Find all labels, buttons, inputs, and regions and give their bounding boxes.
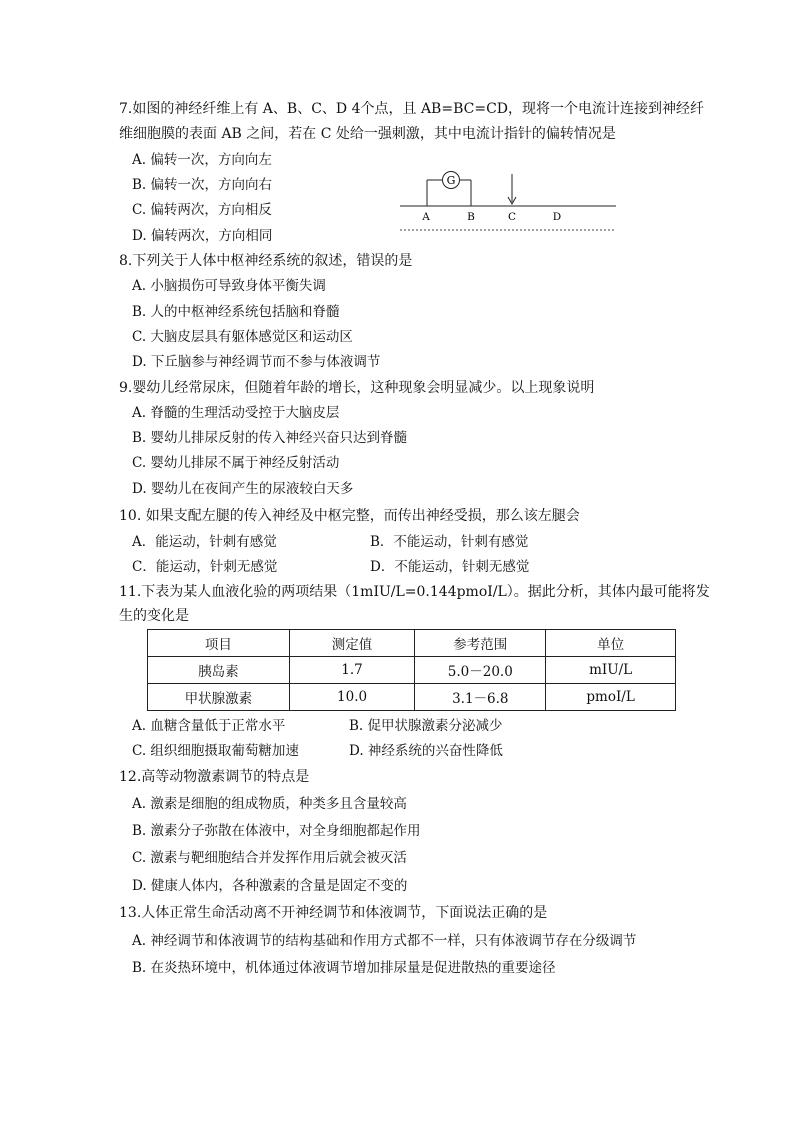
q11-option-a: A. 血糖含量低于正常水平	[132, 718, 286, 734]
q10-option-a: A．能运动，针刺有感觉	[132, 534, 277, 550]
q7-stem-line2: 维细胞膜的表面 AB 之间，若在 C 处给一强刺激，其中电流计指针的偏转情况是	[119, 126, 616, 142]
q12-option-a: A. 激素是细胞的组成物质，种类多且含量较高	[132, 796, 407, 812]
blood-test-table	[147, 629, 676, 711]
table-cell: 5.0－20.0	[415, 657, 546, 684]
q13-stem: 13.人体正常生命活动离不开神经调节和体液调节，下面说法正确的是	[119, 905, 548, 921]
q11-stem-line2: 生的变化是	[119, 608, 189, 624]
q8-option-c: C. 大脑皮层具有躯体感觉区和运动区	[132, 329, 353, 345]
q8-option-d: D. 下丘脑参与神经调节而不参与体液调节	[132, 354, 381, 370]
q13-option-b: B. 在炎热环境中，机体通过体液调节增加排尿量是促进散热的重要途径	[132, 960, 556, 976]
q9-stem: 9.婴幼儿经常尿床，但随着年龄的增长，这种现象会明显减少。以上现象说明	[119, 380, 595, 396]
q7-option-a: A. 偏转一次，方向向左	[132, 152, 272, 168]
table-header-cell: 测定值	[289, 630, 415, 657]
point-label-d: D	[552, 211, 562, 223]
q11-option-d: D. 神经系统的兴奋性降低	[349, 743, 503, 759]
table-cell: 胰岛素	[148, 657, 290, 684]
q12-stem: 12.高等动物激素调节的特点是	[119, 769, 310, 785]
q9-option-a: A. 脊髓的生理活动受控于大脑皮层	[132, 405, 340, 421]
table-row	[148, 684, 676, 711]
table-row	[148, 657, 676, 684]
point-label-b: B	[467, 211, 475, 223]
q12-option-c: C. 激素与靶细胞结合并发挥作用后就会被灭活	[132, 850, 407, 866]
table-cell: 3.1－6.8	[415, 684, 546, 711]
table-header-cell: 单位	[546, 630, 676, 657]
nerve-fiber-diagram	[398, 168, 620, 234]
point-label-a: A	[422, 211, 430, 223]
q10-option-c: C．能运动，针刺无感觉	[132, 559, 278, 575]
table-cell: 1.7	[289, 657, 415, 684]
q11-stem-line1: 11.下表为某人血液化验的两项结果（1mIU/L=0.144pmoI/L）。据此分析，其体内最可能将发	[119, 584, 710, 600]
q7-option-b: B. 偏转一次，方向向右	[132, 177, 273, 193]
table-header-row	[148, 630, 676, 657]
q7-stem-line1: 7.如图的神经纤维上有 A、B、C、D 4个点，且 AB=BC=CD，现将一个电流计连接到神经纤	[119, 101, 705, 117]
q8-stem: 8.下列关于人体中枢神经系统的叙述，错误的是	[119, 253, 413, 269]
q10-option-d: D．不能运动，针刺无感觉	[370, 559, 530, 575]
table-header-cell: 项目	[148, 630, 290, 657]
q11-option-c: C. 组织细胞摄取葡萄糖加速	[132, 743, 299, 759]
q12-option-b: B. 激素分子弥散在体液中，对全身细胞都起作用	[132, 823, 421, 839]
q10-option-b: B．不能运动，针刺有感觉	[370, 534, 529, 550]
q13-option-a: A. 神经调节和体液调节的结构基础和作用方式都不一样，只有体液调节存在分级调节	[132, 933, 637, 949]
q9-option-d: D. 婴幼儿在夜间产生的尿液较白天多	[132, 481, 354, 497]
table-cell: 甲状腺激素	[148, 684, 290, 711]
q7-option-c: C. 偏转两次，方向相反	[132, 202, 272, 218]
table-cell: mIU/L	[546, 657, 676, 684]
q8-option-b: B. 人的中枢神经系统包括脑和脊髓	[132, 304, 340, 320]
q9-option-b: B. 婴幼儿排尿反射的传入神经兴奋只达到脊髓	[132, 430, 408, 446]
q7-option-d: D. 偏转两次，方向相同	[132, 228, 273, 244]
q11-option-b: B. 促甲状腺激素分泌减少	[349, 718, 503, 734]
q8-option-a: A. 小脑损伤可导致身体平衡失调	[132, 278, 326, 294]
q12-option-d: D. 健康人体内，各种激素的含量是固定不变的	[132, 878, 408, 894]
galvanometer-label: G	[446, 174, 456, 187]
q9-option-c: C. 婴幼儿排尿不属于神经反射活动	[132, 455, 340, 471]
point-label-c: C	[507, 211, 517, 223]
table-header-cell: 参考范围	[415, 630, 546, 657]
table-cell: 10.0	[289, 684, 415, 711]
table-cell: pmoI/L	[546, 684, 676, 711]
q10-stem: 10. 如果支配左腿的传入神经及中枢完整，而传出神经受损，那么该左腿会	[119, 508, 580, 524]
